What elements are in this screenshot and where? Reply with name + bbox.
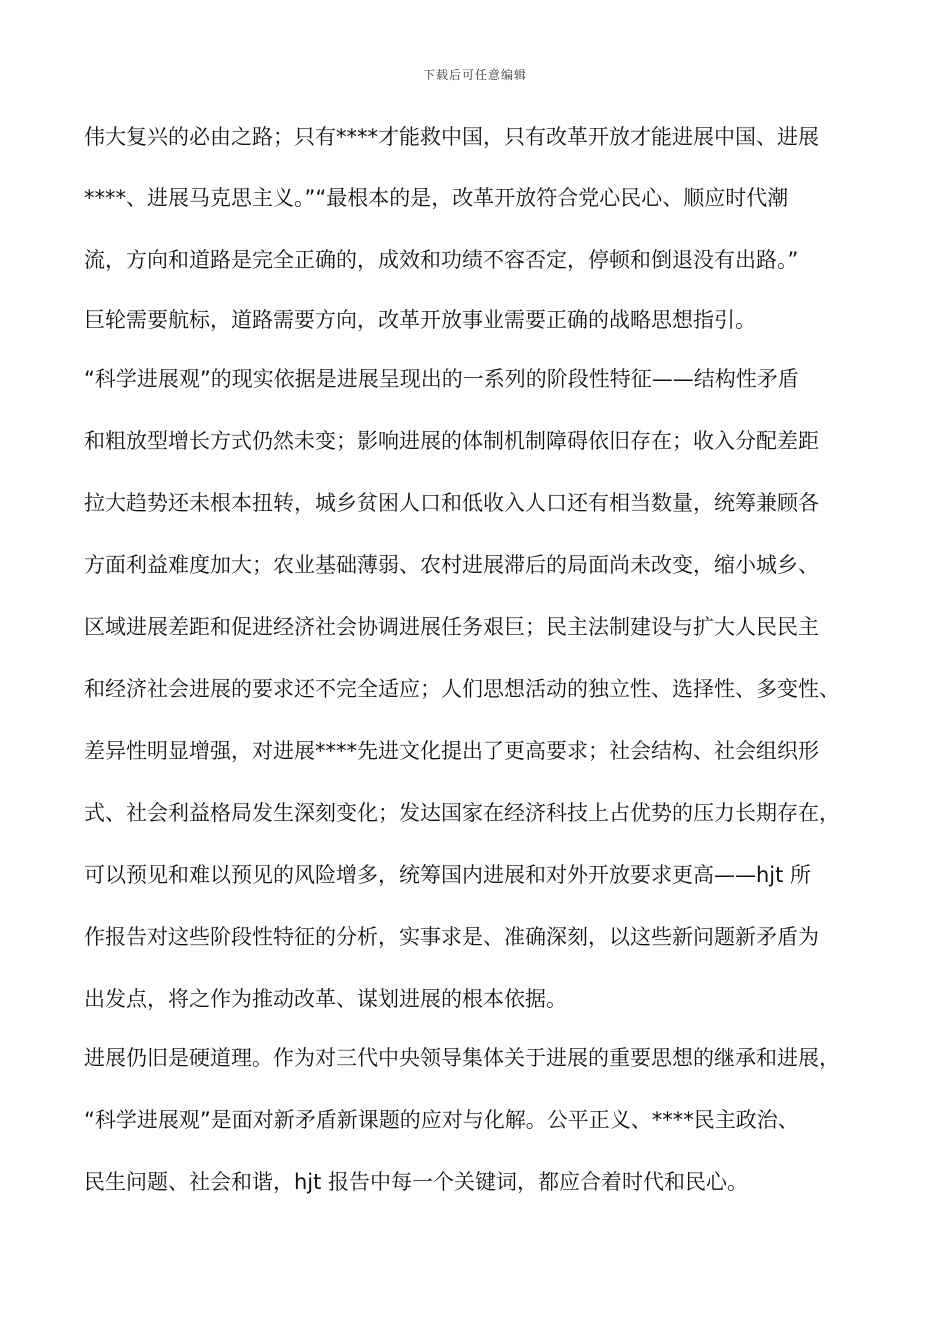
text-line: 巨轮需要航标，道路需要方向，改革开放事业需要正确的战略思想指引。	[84, 308, 756, 332]
text-line: 和经济社会进展的要求还不完全适应；人们思想活动的独立性、选择性、多变性、	[84, 677, 840, 701]
text-line: “科学进展观”的现实依据是进展呈现出的一系列的阶段性特征——结构性矛盾	[84, 367, 799, 391]
text-line: 区域进展差距和促进经济社会协调进展任务艰巨；民主法制建设与扩大人民民主	[84, 615, 819, 639]
text-line: 进展仍旧是硬道理。作为对三代中央领导集体关于进展的重要思想的继承和进展，	[84, 1046, 840, 1070]
text-line: 式、社会利益格局发生深刻变化；发达国家在经济科技上占优势的压力长期存在，	[84, 801, 840, 825]
text-line: 流，方向和道路是完全正确的，成效和功绩不容否定，停顿和倒退没有出路。”	[84, 248, 799, 272]
text-line: “科学进展观”是面对新矛盾新课题的应对与化解。公平正义、****民主政治、	[84, 1108, 799, 1132]
text-line: 方面利益难度加大；农业基础薄弱、农村进展滞后的局面尚未改变，缩小城乡、	[84, 553, 819, 577]
text-line: 差异性明显增强，对进展****先进文化提出了更高要求；社会结构、社会组织形	[84, 739, 819, 763]
text-line: ****、进展马克思主义。”“最根本的是，改革开放符合党心民心、顺应时代潮	[84, 186, 789, 210]
text-line: 和粗放型增长方式仍然未变；影响进展的体制机制障碍依旧存在；收入分配差距	[84, 429, 819, 453]
text-line: 可以预见和难以预见的风险增多，统筹国内进展和对外开放要求更高——hjt 所	[84, 863, 812, 887]
text-line: 出发点，将之作为推动改革、谋划进展的根本依据。	[84, 987, 567, 1011]
text-line: 伟大复兴的必由之路；只有****才能救中国，只有改革开放才能进展中国、进展	[84, 125, 819, 149]
text-line: 民生问题、社会和谐，hjt 报告中每一个关键词，都应合着时代和民心。	[84, 1170, 749, 1194]
text-line: 拉大趋势还未根本扭转，城乡贫困人口和低收入人口还有相当数量，统筹兼顾各	[84, 491, 819, 515]
page-header: 下载后可任意编辑	[422, 68, 527, 82]
text-line: 作报告对这些阶段性特征的分析，实事求是、准确深刻，以这些新问题新矛盾为	[84, 925, 819, 949]
